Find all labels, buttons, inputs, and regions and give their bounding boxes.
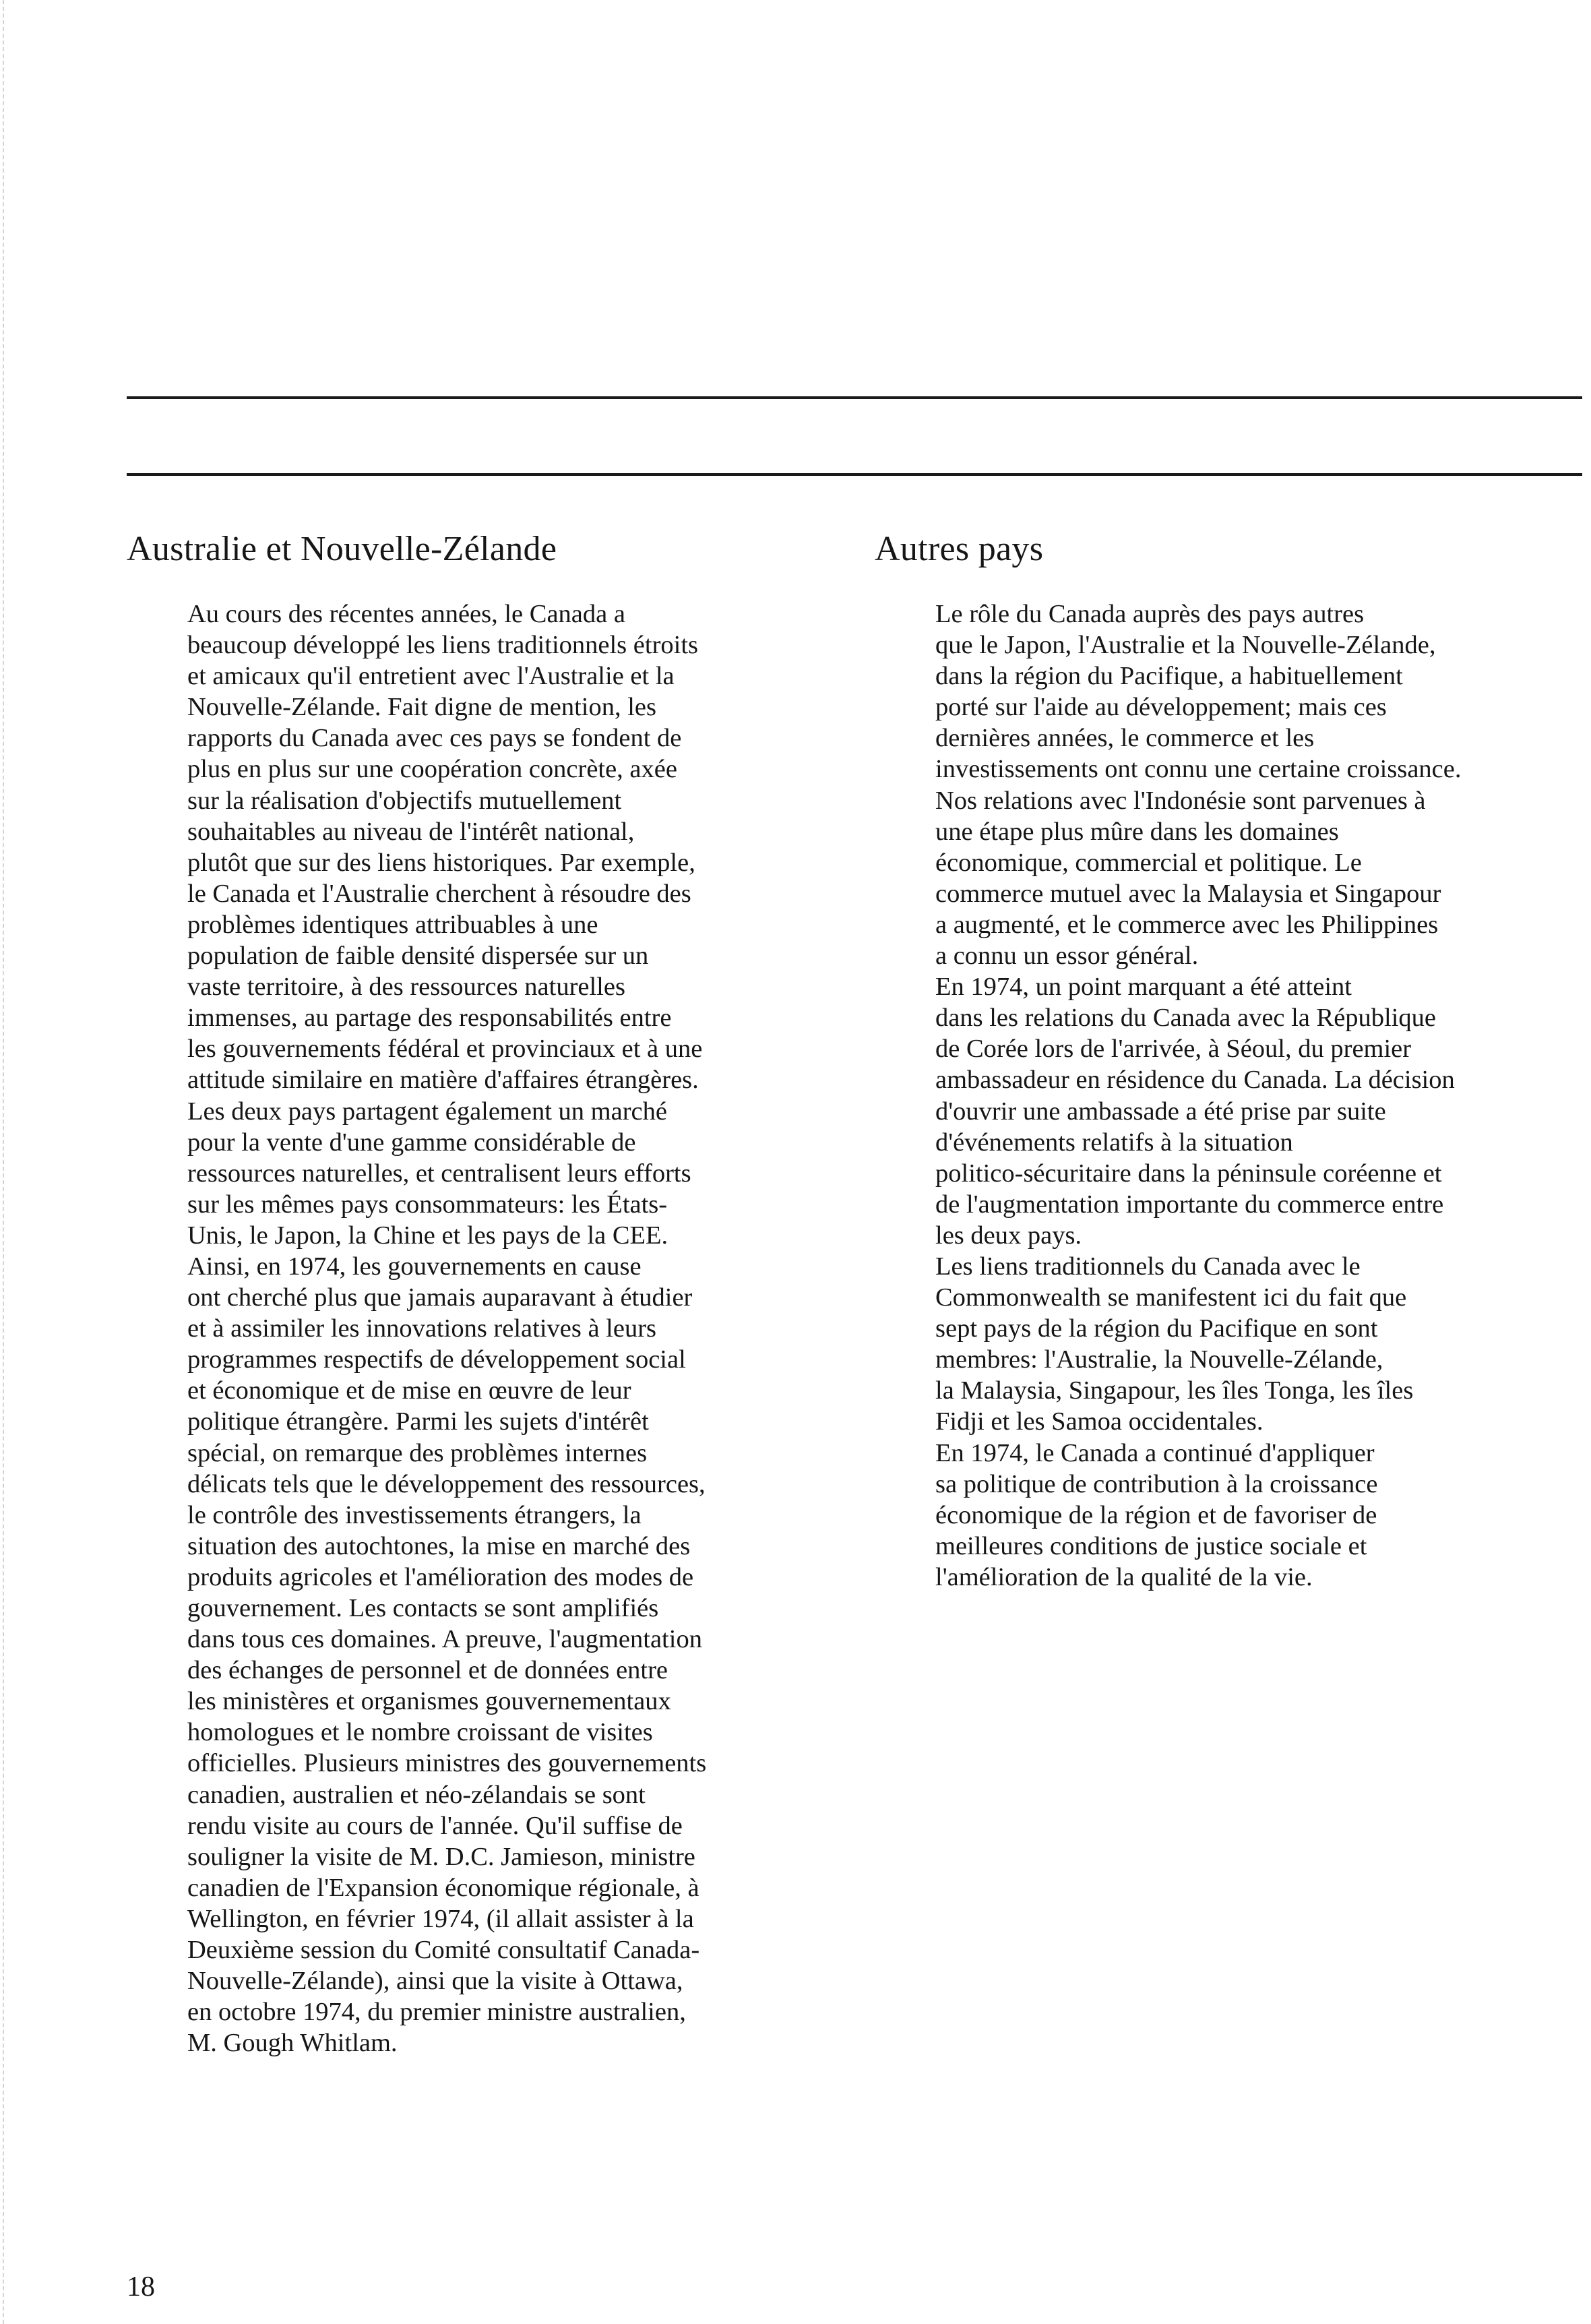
- text-line: des échanges de personnel et de données entre: [187, 1656, 668, 1685]
- right-column-body: [875, 599, 1522, 1593]
- text-line: porté sur l'aide au développement; mais ces: [935, 693, 1387, 722]
- text-line: en octobre 1974, du premier ministre australien,: [187, 1998, 686, 2027]
- text-line: Wellington, en février 1974, (il allait assister à la: [187, 1904, 694, 1933]
- text-line: problèmes identiques attribuables à une: [187, 910, 598, 939]
- right-column-autres-pays: [875, 526, 1522, 1593]
- text-line: rapports du Canada avec ces pays se fondent de: [187, 724, 682, 753]
- text-line: sept pays de la région du Pacifique en sont: [935, 1314, 1378, 1343]
- text-line: immenses, au partage des responsabilités entre: [187, 1004, 672, 1033]
- page-number: 18: [127, 2271, 155, 2302]
- text-line: En 1974, un point marquant a été atteint: [935, 973, 1352, 1002]
- text-line: le contrôle des investissements étrangers, la: [187, 1500, 642, 1529]
- text-line: meilleures conditions de justice sociale et: [935, 1531, 1367, 1560]
- text-line: Nos relations avec l'Indonésie sont parvenues à: [935, 786, 1426, 815]
- top-rule: [127, 396, 1582, 399]
- text-line: ressources naturelles, et centralisent leurs efforts: [187, 1159, 691, 1188]
- section-title-autres-pays: Autres pays: [875, 530, 1044, 568]
- paragraph: [127, 599, 807, 1251]
- paragraph: [875, 599, 1522, 971]
- text-line: et économique et de mise en œuvre de leur: [187, 1376, 631, 1405]
- text-line: Ainsi, en 1974, les gouvernements en cause: [187, 1252, 642, 1281]
- text-line: population de faible densité dispersée sur un: [187, 942, 649, 971]
- text-line: une étape plus mûre dans les domaines: [935, 817, 1339, 846]
- text-line: programmes respectifs de développement social: [187, 1345, 686, 1374]
- text-line: délicats tels que le développement des ressources,: [187, 1469, 706, 1498]
- text-line: plus en plus sur une coopération concrète, axée: [187, 755, 677, 784]
- text-line: spécial, on remarque des problèmes internes: [187, 1438, 648, 1467]
- text-line: les ministères et organismes gouvernementaux: [187, 1687, 671, 1716]
- text-line: Nouvelle-Zélande. Fait digne de mention, les: [187, 693, 657, 722]
- text-line: canadien de l'Expansion économique régionale, à: [187, 1873, 699, 1902]
- text-line: homologues et le nombre croissant de visites: [187, 1718, 653, 1747]
- text-line: et à assimiler les innovations relatives à leurs: [187, 1314, 657, 1343]
- text-line: a augmenté, et le commerce avec les Philippines: [935, 910, 1439, 939]
- text-line: l'amélioration de la qualité de la vie.: [935, 1562, 1313, 1591]
- text-line: Le rôle du Canada auprès des pays autres: [935, 600, 1365, 628]
- text-line: Unis, le Japon, la Chine et les pays de la CEE.: [187, 1221, 668, 1250]
- text-line: sur la réalisation d'objectifs mutuellement: [187, 786, 622, 815]
- text-line: ont cherché plus que jamais auparavant à étudier: [187, 1283, 693, 1312]
- text-line: de Corée lors de l'arrivée, à Séoul, du premier: [935, 1035, 1412, 1064]
- text-line: la Malaysia, Singapour, les îles Tonga, les îles: [935, 1376, 1414, 1405]
- text-line: et amicaux qu'il entretient avec l'Australie et la: [187, 662, 675, 691]
- text-line: commerce mutuel avec la Malaysia et Singapour: [935, 879, 1441, 908]
- paragraph: [875, 1438, 1522, 1593]
- text-line: politique étrangère. Parmi les sujets d'intérêt: [187, 1407, 649, 1436]
- text-line: pour la vente d'une gamme considérable de: [187, 1128, 636, 1157]
- text-line: dans la région du Pacifique, a habituellement: [935, 662, 1403, 691]
- text-line: a connu un essor général.: [935, 942, 1199, 971]
- text-line: les deux pays.: [935, 1221, 1082, 1250]
- text-line: Au cours des récentes années, le Canada a: [187, 600, 625, 628]
- paragraph: [127, 1251, 807, 2058]
- text-line: produits agricoles et l'amélioration des modes de: [187, 1562, 694, 1591]
- text-line: souligner la visite de M. D.C. Jamieson, ministre: [187, 1842, 695, 1871]
- text-line: officielles. Plusieurs ministres des gouvernements: [187, 1749, 707, 1778]
- text-line: souhaitables au niveau de l'intérêt national,: [187, 817, 635, 846]
- text-line: vaste territoire, à des ressources naturelles: [187, 973, 625, 1002]
- text-line: sur les mêmes pays consommateurs: les États-: [187, 1190, 668, 1219]
- text-line: Les liens traditionnels du Canada avec le: [935, 1252, 1361, 1281]
- text-line: ambassadeur en résidence du Canada. La décision: [935, 1066, 1455, 1095]
- text-line: Les deux pays partagent également un marché: [187, 1097, 667, 1126]
- left-column-body: [127, 599, 807, 2058]
- text-line: gouvernement. Les contacts se sont amplifiés: [187, 1594, 659, 1622]
- text-line: dernières années, le commerce et les: [935, 724, 1315, 753]
- text-line: économique, commercial et politique. Le: [935, 848, 1362, 877]
- text-line: plutôt que sur des liens historiques. Par exemple,: [187, 848, 695, 877]
- text-line: les gouvernements fédéral et provinciaux et à une: [187, 1035, 703, 1064]
- text-line: économique de la région et de favoriser de: [935, 1500, 1377, 1529]
- text-line: Deuxième session du Comité consultatif Canada-: [187, 1936, 700, 1965]
- text-line: M. Gough Whitlam.: [187, 2029, 398, 2058]
- text-line: rendu visite au cours de l'année. Qu'il suffise de: [187, 1811, 683, 1840]
- text-line: de l'augmentation importante du commerce entre: [935, 1190, 1444, 1219]
- text-line: canadien, australien et néo-zélandais se sont: [187, 1780, 646, 1809]
- text-line: investissements ont connu une certaine croissance.: [935, 755, 1462, 784]
- paragraph: [875, 1251, 1522, 1438]
- paragraph: [875, 971, 1522, 1251]
- text-line: que le Japon, l'Australie et la Nouvelle-Zélande,: [935, 631, 1436, 660]
- text-line: Commonwealth se manifestent ici du fait que: [935, 1283, 1407, 1312]
- text-line: politico-sécuritaire dans la péninsule coréenne et: [935, 1159, 1442, 1188]
- text-line: d'événements relatifs à la situation: [935, 1128, 1293, 1157]
- text-line: Nouvelle-Zélande), ainsi que la visite à Ottawa,: [187, 1967, 683, 1996]
- left-column-australie-nouvelle-zelande: [127, 526, 807, 2058]
- text-line: beaucoup développé les liens traditionnels étroits: [187, 631, 699, 660]
- header-rule: [127, 473, 1582, 476]
- text-line: membres: l'Australie, la Nouvelle-Zélande,: [935, 1345, 1383, 1374]
- text-line: sa politique de contribution à la croissance: [935, 1469, 1378, 1498]
- section-title-australie: Australie et Nouvelle-Zélande: [127, 530, 557, 568]
- binding-edge-marks: [3, 0, 8, 2324]
- text-line: d'ouvrir une ambassade a été prise par suite: [935, 1097, 1386, 1126]
- text-line: dans les relations du Canada avec la République: [935, 1004, 1437, 1033]
- text-line: situation des autochtones, la mise en marché des: [187, 1531, 691, 1560]
- text-line: En 1974, le Canada a continué d'appliquer: [935, 1438, 1375, 1467]
- text-line: Fidji et les Samoa occidentales.: [935, 1407, 1264, 1436]
- text-line: le Canada et l'Australie cherchent à résoudre des: [187, 879, 691, 908]
- text-line: dans tous ces domaines. A preuve, l'augmentation: [187, 1625, 702, 1654]
- text-line: attitude similaire en matière d'affaires étrangères.: [187, 1066, 699, 1095]
